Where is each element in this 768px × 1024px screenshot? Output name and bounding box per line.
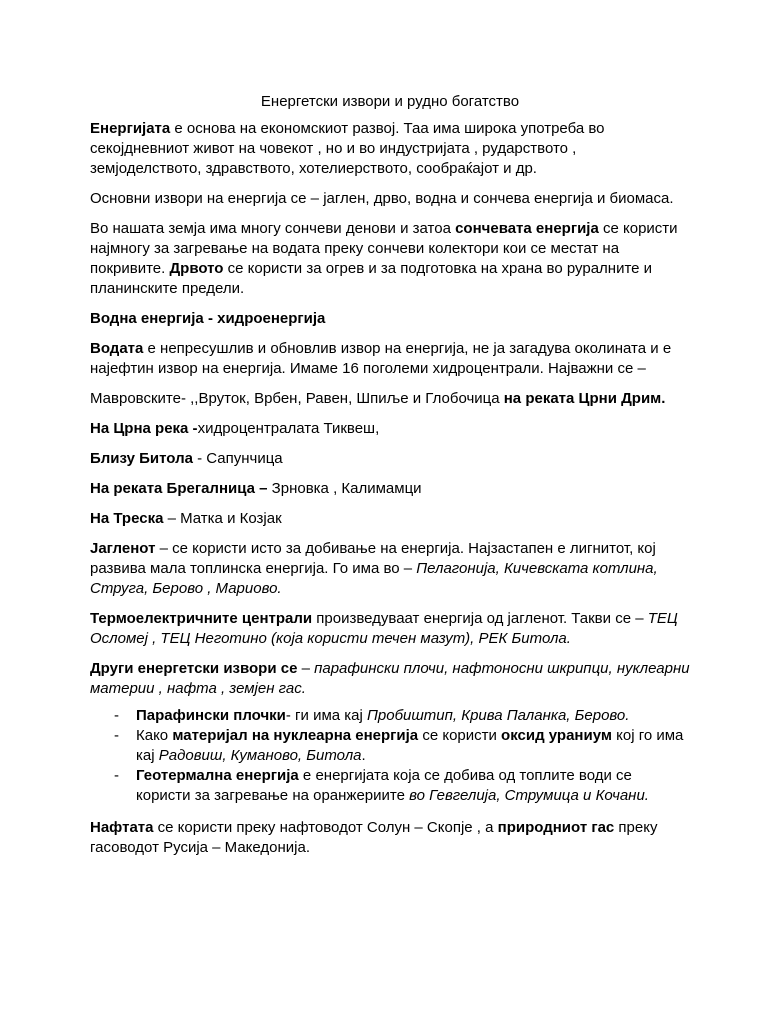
- text: е основа на економскиот развој. Таа има широка употреба во секојдневниот живот на човекот , но и во индустријата , рударството , земјоделството, здравството, хотелиерството, сообраќајот и др.: [90, 120, 605, 177]
- text: - Сапунчица: [192, 450, 283, 467]
- text: хидроцентралата Тиквеш,: [197, 420, 380, 437]
- term-thermal-plants: Термоелектричните централи: [90, 610, 313, 627]
- text: преку гасоводот Русија – Македонија.: [90, 819, 658, 856]
- other-sources-list: [90, 706, 690, 806]
- list-item: - Геотермална енергија е енергијата која се добива од топлите води се користи за загревање на оранжериите во Гевгелија, Струмица и Кочани.: [114, 767, 649, 804]
- term-water: Водата: [90, 340, 144, 357]
- paragraph-energy-intro: [90, 119, 690, 179]
- term-wood: Дрвото: [169, 260, 224, 277]
- text: –: [297, 660, 315, 677]
- document-title: Енергетски извори и рудно богатство: [260, 93, 520, 110]
- list-item: - Парафински плочки- ги има кај Пробиштип, Крива Паланка, Берово.: [114, 707, 630, 724]
- paragraph-solar-wood: [90, 219, 690, 299]
- paragraph-treska: На Треска – Матка и Козјак: [90, 510, 282, 527]
- text: – се користи исто за добивање на енергија. Најзастапен е лигнитот, кој развива мала топлинска енергија. Го има во –: [90, 540, 656, 577]
- list-bullet: -: [114, 707, 119, 724]
- text: се користи преку нафтоводот Солун – Скопје , а: [153, 819, 498, 836]
- term-solar-energy: сончевата енергија: [455, 220, 599, 237]
- text: – Матка и Козјак: [163, 510, 282, 527]
- text: Во нашата земја има многу сончеви денови и затоа: [90, 220, 456, 237]
- term-natural-gas: природниот гас: [497, 819, 615, 836]
- paragraph-thermal-plants: Термоелектричните централи произведуваат енергија од јагленот. Такви се – ТЕЦ Осломеј , ТЕЦ Неготино (која користи течен мазут), РЕК Битола.: [90, 610, 678, 647]
- list-bullet: -: [114, 727, 119, 744]
- paragraph-mavrovo: [90, 389, 690, 409]
- paragraph-bitola: Близу Битола - Сапунчица: [90, 450, 283, 467]
- text: се користи за огрев и за подготовка на храна во руралните и планинските предели.: [90, 260, 653, 297]
- list-item: - Како материјал на нуклеарна енергија се користи оксид ураниум кој го има кај Радовиш, Куманово, Битола.: [114, 727, 684, 764]
- term-other-sources: Други енергетски извори се: [90, 660, 298, 677]
- text: Зрновка , Калимамци: [267, 480, 422, 497]
- heading-hydro-energy: Водна енергија - хидроенергија: [90, 310, 326, 327]
- paragraph-water: [90, 339, 690, 379]
- paragraph-coal: Јагленот – се користи исто за добивање на енергија. Најзастапен е лигнитот, кој развива мала топлинска енергија. Го има во – Пелагонија, Кичевската котлина, Струга, Берово , Мариово.: [90, 540, 658, 597]
- text: се користи најмногу за загревање на водата преку сончеви колектори кои се местат на покривите.: [90, 220, 678, 277]
- term-coal: Јагленот: [90, 540, 156, 557]
- paragraph-bregalnica: На реката Брегалница – Зрновка , Калимамци: [90, 480, 422, 497]
- document-body: [90, 92, 690, 868]
- text: Мавровските- ,,Вруток, Врбен, Равен, Шпиље и Глобочица: [90, 390, 504, 407]
- list-bullet: -: [114, 767, 119, 784]
- text: е непресушлив и обновлив извор на енергија, не ја загадува околината и е најефтин извор на енергија. Имаме 16 поголеми хидроцентрали. Најважни се –: [90, 340, 672, 377]
- text: Основни извори на енергија се – јаглен, дрво, водна и сончева енергија и биомаса.: [90, 190, 674, 207]
- term-energy: Енергијата: [90, 120, 171, 137]
- paragraph-crna-reka: На Црна река -хидроцентралата Тиквеш,: [90, 420, 380, 437]
- paragraph-main-sources: [90, 189, 690, 209]
- paragraph-oil-gas: [90, 818, 690, 858]
- paragraph-other-sources: Други енергетски извори се – парафински плочи, нафтоносни шкрипци, нуклеарни материи , нафта , земјен гас.: [90, 660, 690, 697]
- text: произведуваат енергија од јагленот. Такви се –: [312, 610, 648, 627]
- term-crni-drim: на реката Црни Дрим.: [503, 390, 666, 407]
- term-oil: Нафтата: [90, 819, 154, 836]
